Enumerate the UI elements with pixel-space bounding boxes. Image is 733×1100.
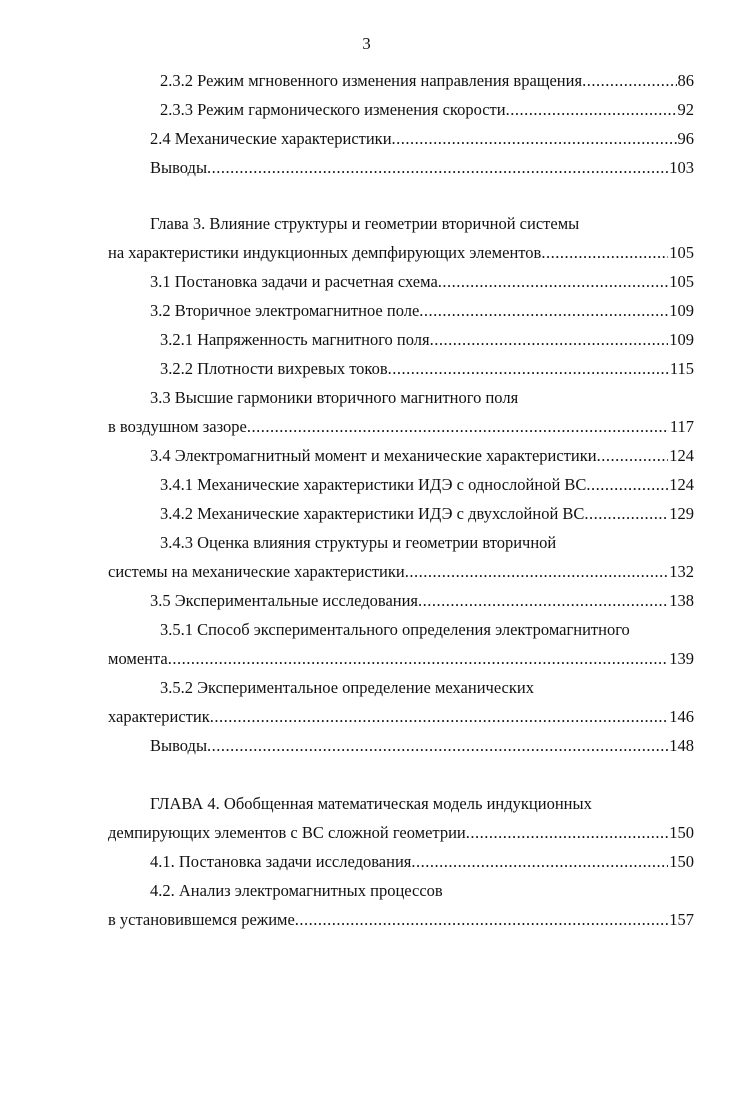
toc-entry-title: 3.2.1 Напряженность магнитного поля bbox=[160, 330, 430, 349]
toc-entry-page: 138 bbox=[669, 591, 694, 610]
toc-entry bbox=[160, 69, 694, 93]
toc-entry-page: 150 bbox=[669, 852, 694, 871]
toc-entry bbox=[108, 821, 694, 845]
toc-leader-dots bbox=[207, 156, 668, 180]
toc-leader-dots bbox=[430, 328, 669, 352]
toc-entry-title: Выводы bbox=[150, 158, 208, 177]
toc-entry-title: 3.4.3 Оценка влияния структуры и геометрии вторичной bbox=[160, 533, 557, 552]
toc-entry bbox=[150, 127, 694, 151]
toc-leader-dots bbox=[586, 473, 668, 497]
toc-leader-dots bbox=[247, 415, 669, 439]
toc-entry-title: 3.5 Экспериментальные исследования bbox=[150, 591, 419, 610]
toc-entry bbox=[160, 357, 694, 381]
toc-entry bbox=[108, 705, 694, 729]
toc-entry-title: на характеристики индукционных демпфирующих элементов bbox=[108, 243, 542, 262]
toc-entry-title: 3.2.2 Плотности вихревых токов bbox=[160, 359, 388, 378]
toc-entry bbox=[160, 473, 694, 497]
toc-leader-dots bbox=[388, 357, 669, 381]
toc-entry-title: в установившемся режиме bbox=[108, 910, 295, 929]
toc-entry bbox=[108, 241, 694, 265]
toc-entry bbox=[108, 415, 694, 439]
toc-entry bbox=[150, 270, 694, 294]
toc-entry-title: 2.4 Механические характеристики bbox=[150, 129, 392, 148]
toc-entry-page: 92 bbox=[677, 100, 694, 119]
toc-entry bbox=[108, 647, 694, 671]
toc-entry-page: 148 bbox=[669, 736, 694, 755]
toc-chapter-heading: ГЛАВА 4. Обобщенная математическая модель индукционных bbox=[150, 794, 592, 813]
toc-leader-dots bbox=[541, 241, 668, 265]
toc-entry-title: демпирующих элементов с ВС сложной геометрии bbox=[108, 823, 466, 842]
toc-entry bbox=[150, 589, 694, 613]
toc-leader-dots bbox=[582, 69, 676, 93]
toc-leader-dots bbox=[419, 299, 668, 323]
toc-leader-dots bbox=[405, 560, 669, 584]
toc-leader-dots bbox=[466, 821, 669, 845]
toc-entry-page: 115 bbox=[669, 359, 694, 378]
toc-entry-page: 109 bbox=[669, 330, 694, 349]
toc-entry-title: 3.5.2 Экспериментальное определение механических bbox=[160, 678, 534, 697]
toc-entry-title: 3.4.2 Механические характеристики ИДЭ с двухслойной ВС bbox=[160, 504, 585, 523]
toc-entry-title: 4.2. Анализ электромагнитных процессов bbox=[150, 881, 443, 900]
toc-entry-page: 139 bbox=[669, 649, 694, 668]
toc-entry bbox=[108, 908, 694, 932]
toc-entry-page: 132 bbox=[669, 562, 694, 581]
toc-entry bbox=[160, 328, 694, 352]
toc-entry-title: 3.4.1 Механические характеристики ИДЭ с однослойной ВС bbox=[160, 475, 587, 494]
toc-leader-dots bbox=[506, 98, 677, 122]
toc-leader-dots bbox=[392, 127, 677, 151]
toc-entry-title: 3.5.1 Способ экспериментального определения электромагнитного bbox=[160, 620, 630, 639]
toc-entry-title: Выводы bbox=[150, 736, 208, 755]
toc-entry-page: 124 bbox=[669, 446, 694, 465]
toc-entry bbox=[150, 444, 694, 468]
toc-entry-title: в воздушном зазоре bbox=[108, 417, 247, 436]
toc-leader-dots bbox=[418, 589, 668, 613]
toc-leader-dots bbox=[295, 908, 668, 932]
toc-entry bbox=[108, 560, 694, 584]
toc-entry-page: 105 bbox=[669, 243, 694, 262]
toc-entry-title: 2.3.2 Режим мгновенного изменения направления вращения bbox=[160, 71, 583, 90]
toc-leader-dots bbox=[597, 444, 669, 468]
toc-entry bbox=[150, 734, 694, 758]
toc-entry-page: 146 bbox=[669, 707, 694, 726]
toc-entry-title: характеристик bbox=[108, 707, 210, 726]
toc-entry-page: 157 bbox=[669, 910, 694, 929]
toc-entry-title: 3.1 Постановка задачи и расчетная схема bbox=[150, 272, 438, 291]
toc-entry-title: системы на механические характеристики bbox=[108, 562, 405, 581]
toc-entry-title: 3.3 Высшие гармоники вторичного магнитного поля bbox=[150, 388, 519, 407]
toc-leader-dots bbox=[210, 705, 669, 729]
toc-entry-title: 4.1. Постановка задачи исследования bbox=[150, 852, 412, 871]
toc-entry-title: 3.4 Электромагнитный момент и механические характеристики bbox=[150, 446, 597, 465]
toc-chapter-heading: Глава 3. Влияние структуры и геометрии вторичной системы bbox=[150, 214, 580, 233]
toc-leader-dots bbox=[584, 502, 668, 526]
toc-entry-page: 124 bbox=[669, 475, 694, 494]
toc-entry bbox=[150, 299, 694, 323]
toc-entry-page: 86 bbox=[677, 71, 694, 90]
toc-entry-page: 96 bbox=[677, 129, 694, 148]
toc-entry bbox=[160, 98, 694, 122]
toc-entry-page: 129 bbox=[669, 504, 694, 523]
toc-entry bbox=[160, 502, 694, 526]
toc-leader-dots bbox=[168, 647, 669, 671]
page-number: 3 bbox=[362, 34, 371, 53]
toc-entry-page: 109 bbox=[669, 301, 694, 320]
toc-entry-page: 105 bbox=[669, 272, 694, 291]
toc-entry bbox=[150, 156, 694, 180]
toc-entry-title: 3.2 Вторичное электромагнитное поле bbox=[150, 301, 420, 320]
toc-entry-title: момента bbox=[108, 649, 168, 668]
toc-leader-dots bbox=[207, 734, 668, 758]
toc-entry-title: 2.3.3 Режим гармонического изменения скорости bbox=[160, 100, 506, 119]
toc-entry-page: 103 bbox=[669, 158, 694, 177]
toc-leader-dots bbox=[438, 270, 668, 294]
toc-entry-page: 150 bbox=[669, 823, 694, 842]
toc-entry-page: 117 bbox=[669, 417, 694, 436]
toc-entry bbox=[150, 850, 694, 874]
toc-leader-dots bbox=[411, 850, 668, 874]
